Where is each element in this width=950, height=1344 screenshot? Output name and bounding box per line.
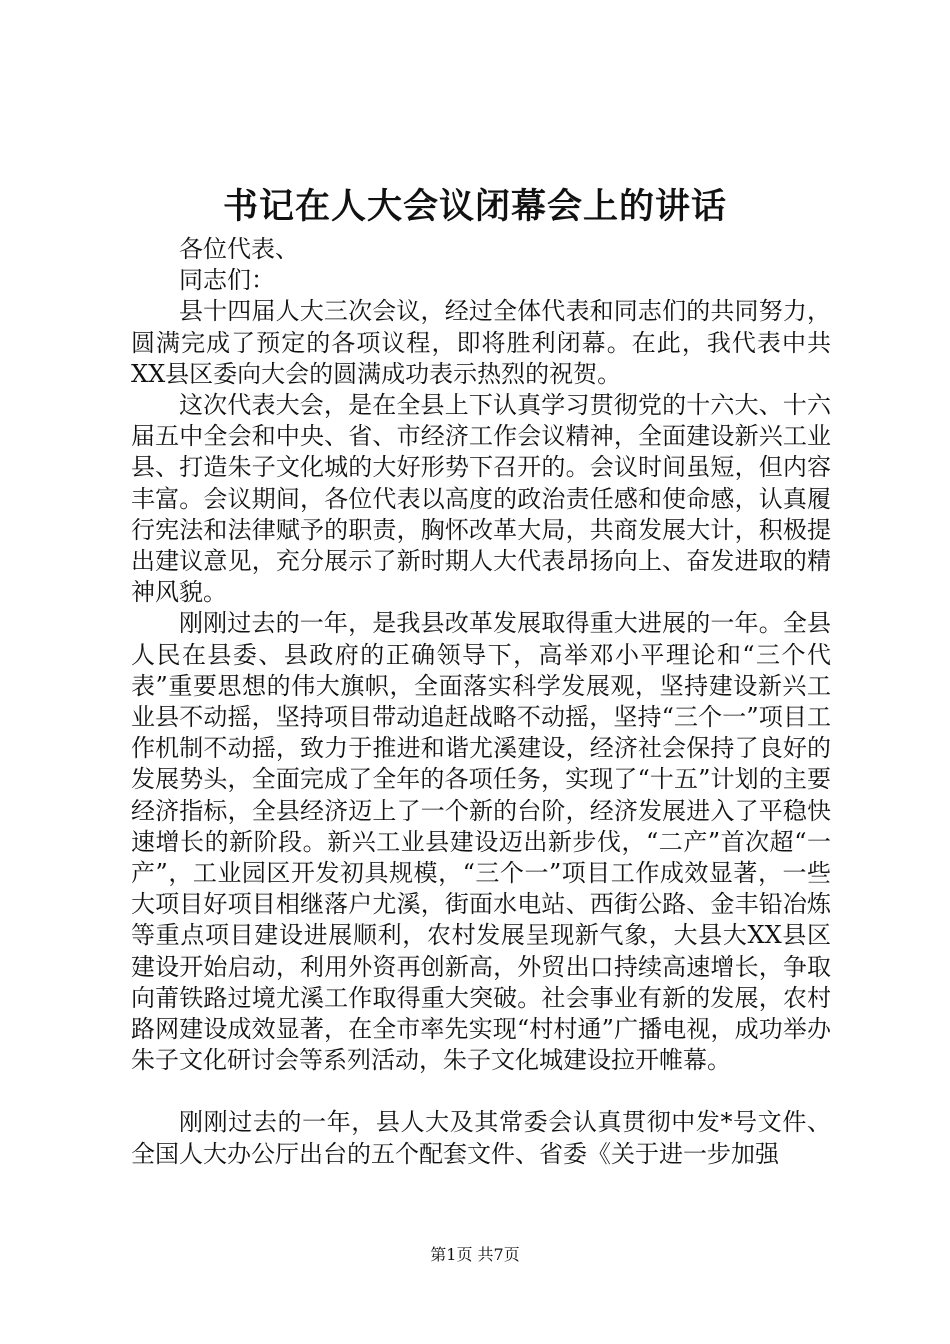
paragraph-congress: 这次代表大会，是在全县上下认真学习贯彻党的十六大、十六届五中全会和中央、省、市经济工作会议精神，全面建设新兴工业县、打造朱子文化城的大好形势下召开的。会议时间虽短，但内容丰富。会议期间，各位代表以高度的政治责任感和使命感，认真履行宪法和法律赋予的职责，胸怀改革大局，共商发展大计，积极提出建议意见，充分展示了新时期人大代表昂扬向上、奋发进取的精神风貌。 [131, 391, 831, 607]
paragraph-people-congress: 刚刚过去的一年，县人大及其常委会认真贯彻中发*号文件、全国人大办公厅出台的五个配套文件、省委《关于进一步加强 [131, 1108, 831, 1168]
paragraph-past-year: 刚刚过去的一年，是我县改革发展取得重大进展的一年。全县人民在县委、县政府的正确领导下，高举邓小平理论和“三个代表”重要思想的伟大旗帜，全面落实科学发展观，坚持建设新兴工业县不动摇，坚持项目带动追赶战略不动摇，坚持“三个一”项目工作机制不动摇，致力于推进和谐尤溪建设，经济社会保持了良好的发展势头，全面完成了全年的各项任务，实现了“十五”计划的主要经济指标，全县经济迈上了一个新的台阶，经济发展进入了平稳快速增长的新阶段。新兴工业县建设迈出新步伐，“二产”首次超“一产”，工业园区开发初具规模，“三个一”项目工作成效显著，一些大项目好项目相继落户尤溪，街面水电站、西街公路、金丰铅冶炼等重点项目建设进展顺利，农村发展呈现新气象，大县大XX县区建设开始启动，利用外资再创新高，外贸出口持续高速增长，争取向莆铁路过境尤溪工作取得重大突破。社会事业有新的发展，农村路网建设成效显著，在全市率先实现“村村通”广播电视，成功举办朱子文化研讨会等系列活动，朱子文化城建设拉开帷幕。 [131, 609, 831, 1075]
document-title: 书记在人大会议闭幕会上的讲话 [222, 186, 727, 227]
document-body [131, 234, 831, 1170]
salutation-line-1: 各位代表、 [179, 235, 299, 263]
page-number-footer: 第1页 共7页 [430, 1245, 520, 1264]
salutation-line-2: 同志们： [179, 266, 275, 295]
paragraph-opening: 县十四届人大三次会议，经过全体代表和同志们的共同努力，圆满完成了预定的各项议程，即将胜利闭幕。在此，我代表中共XX县区委向大会的圆满成功表示热烈的祝贺。 [131, 297, 831, 388]
